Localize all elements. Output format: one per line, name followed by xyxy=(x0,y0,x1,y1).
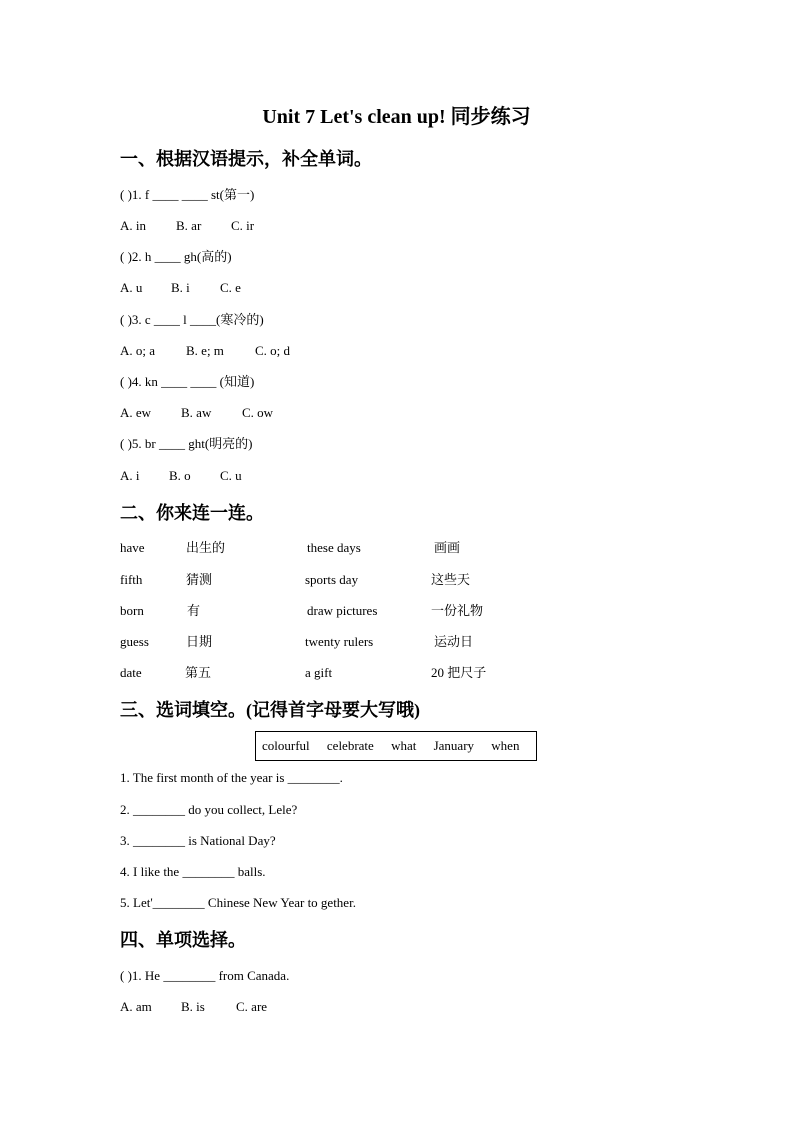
s3-question-2: 2. ________ do you collect, Lele? xyxy=(120,802,298,817)
s1-q2-option-c: C. e xyxy=(220,280,241,295)
s1-q1-option-b: B. ar xyxy=(176,218,202,233)
match-row-5-col-4: 20 把尺子 xyxy=(431,665,487,680)
s3-question-4: 4. I like the ________ balls. xyxy=(120,864,266,879)
s1-question-5: ( )5. br ____ ght(明亮的) xyxy=(120,436,253,451)
s1-q3-option-b: B. e; m xyxy=(186,343,224,358)
match-row-5-col-3: a gift xyxy=(305,665,333,680)
section4-heading: 四、单项选择。 xyxy=(120,930,246,950)
section1-heading: 一、根据汉语提示，补全单词。 xyxy=(120,149,372,169)
match-row-4-col-3: twenty rulers xyxy=(305,634,374,649)
s1-q1-option-c: C. ir xyxy=(231,218,255,233)
s1-question-2: ( )2. h ____ gh(高的) xyxy=(120,249,232,264)
match-row-1-col-3: these days xyxy=(307,540,361,555)
s1-q2-option-b: B. i xyxy=(171,280,190,295)
s1-q1-option-a: A. in xyxy=(120,218,146,233)
match-row-3-col-3: draw pictures xyxy=(307,603,378,618)
s1-q2-option-a: A. u xyxy=(120,280,143,295)
section2-heading: 二、你来连一连。 xyxy=(120,503,264,523)
s4-q1-option-a: A. am xyxy=(120,999,152,1014)
s3-question-5: 5. Let'________ Chinese New Year to gether. xyxy=(120,895,356,910)
word-bank-item: January xyxy=(433,738,475,753)
s3-question-1: 1. The first month of the year is ________. xyxy=(120,770,343,785)
match-row-2-col-4: 这些天 xyxy=(431,572,471,587)
s1-q5-option-b: B. o xyxy=(169,468,191,483)
word-bank-item: what xyxy=(391,738,417,753)
match-row-4-col-1: guess xyxy=(120,634,149,649)
match-row-5-col-2: 第五 xyxy=(185,665,212,680)
s1-q4-option-a: A. ew xyxy=(120,405,152,420)
s1-question-4: ( )4. kn ____ ____ (知道) xyxy=(120,374,255,389)
match-row-1-col-2: 出生的 xyxy=(186,540,226,555)
match-row-2-col-3: sports day xyxy=(305,572,359,587)
s4-q1-option-b: B. is xyxy=(181,999,205,1014)
s1-q4-option-c: C. ow xyxy=(242,405,274,420)
match-row-1-col-1: have xyxy=(120,540,145,555)
word-bank-item: colourful xyxy=(262,738,310,753)
word-bank-item: when xyxy=(491,738,520,753)
match-row-3-col-4: 一份礼物 xyxy=(431,603,484,618)
match-row-3-col-1: born xyxy=(120,603,144,618)
s4-q1-option-c: C. are xyxy=(236,999,268,1014)
s1-q4-option-b: B. aw xyxy=(181,405,212,420)
section3-heading: 三、选词填空。(记得首字母要大写哦) xyxy=(120,700,420,720)
match-row-4-col-4: 运动日 xyxy=(434,634,474,649)
word-bank-item: celebrate xyxy=(326,738,374,753)
s4-question-1: ( )1. He ________ from Canada. xyxy=(120,968,290,983)
match-row-5-col-1: date xyxy=(120,665,142,680)
match-row-2-col-1: fifth xyxy=(120,572,143,587)
s1-q3-option-c: C. o; d xyxy=(255,343,291,358)
match-row-3-col-2: 有 xyxy=(187,603,201,618)
match-row-4-col-2: 日期 xyxy=(186,634,213,649)
match-row-1-col-4: 画画 xyxy=(434,540,461,555)
word-bank-box xyxy=(255,731,537,761)
match-row-2-col-2: 猜测 xyxy=(186,572,213,587)
s1-q3-option-a: A. o; a xyxy=(120,343,156,358)
s1-q5-option-a: A. i xyxy=(120,468,140,483)
s1-question-3: ( )3. c ____ l ____(寒冷的) xyxy=(120,312,264,327)
s1-question-1: ( )1. f ____ ____ st(第一) xyxy=(120,187,255,202)
s3-question-3: 3. ________ is National Day? xyxy=(120,833,276,848)
page-title: Unit 7 Let's clean up! 同步练习 xyxy=(262,106,531,128)
s1-q5-option-c: C. u xyxy=(220,468,242,483)
